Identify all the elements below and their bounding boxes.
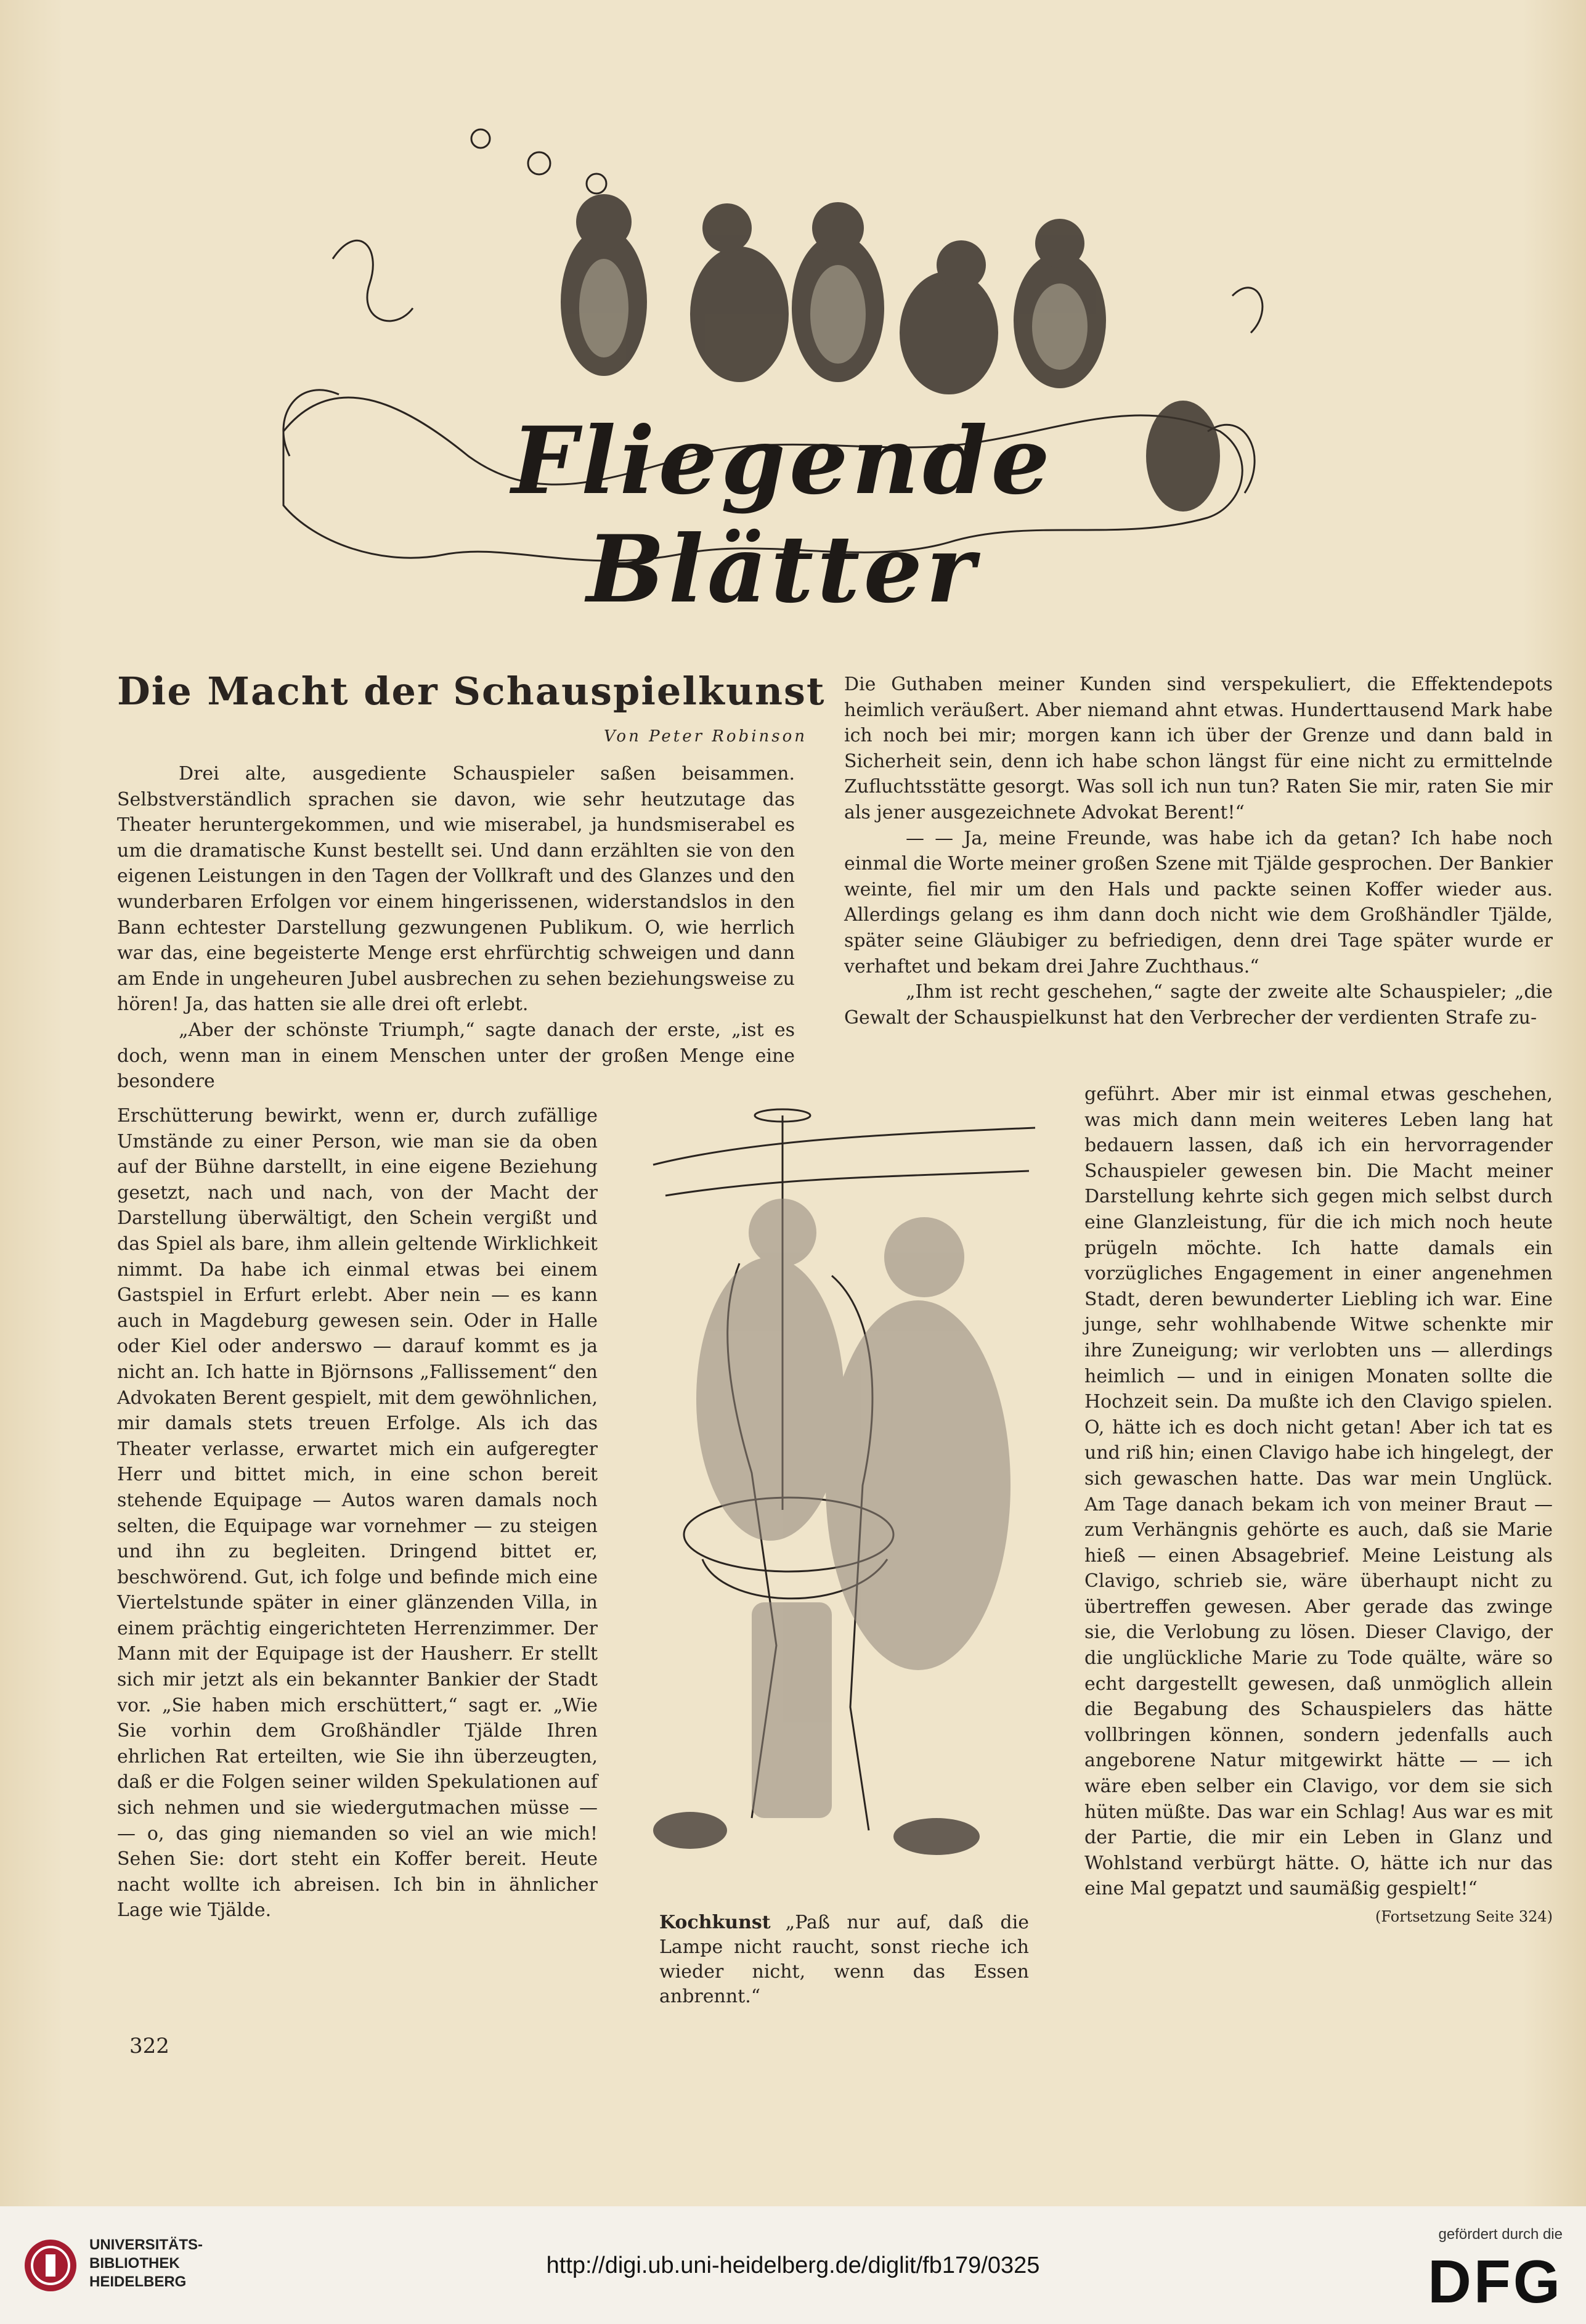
footer-bar (0, 2206, 1586, 2324)
dfg-logo: DFG (1428, 2248, 1563, 2315)
paragraph: „Aber der schönste Triumph,“ sagte danach der erste, „ist es doch, wenn man in einem Menschen unter der großen Menge eine besondere (117, 1019, 795, 1093)
article-byline: Von Peter Robinson (604, 727, 807, 746)
continuation-note: (Fortsetzung Seite 324) (1375, 1908, 1553, 1925)
paragraph: Die Guthaben meiner Kunden sind verspekuliert, die Effektendepots heimlich veräußert. Aber niemand ahnt etwas. Hunderttausend Mark habe ich noch bei mir; morgen kann ich über der Grenze und dann bald in Sicherheit sein, denn ich habe schon längst für eine nicht zu ermittelnde Zufluchtsstätte gesorgt. Was soll ich nun tun? Raten Sie mir, raten Sie mir als jener ausgezeichnete Advokat Berent!“ (844, 674, 1553, 823)
paragraph: „Ihm ist recht geschehen,“ sagte der zweite alte Schauspieler; „die Gewalt der Schauspielkunst hat den Verbrecher der verdienten Strafe zu- (844, 981, 1553, 1029)
caption-text: „Paß nur auf, daß die Lampe nicht raucht, sonst rieche ich wieder nicht, wenn das Essen anbrennt.“ (659, 1912, 1029, 2007)
paragraph: Drei alte, ausgediente Schauspieler saßen beisammen. Selbstverständlich sprachen sie davon, wie sehr heutzutage das Theater heruntergekommen, und wie miserabel, ja hundsmiserabel es um die dramatische Kunst bestellt sei. Und dann erzählten sie von den eigenen Leistungen in den Tagen der Vollkraft und des Glanzes und den wunderbaren Erfolgen vor einem hingerissenen, widerstandslos in den Bann echtester Darstellung gezwungenen Publikum. O, wie herrlich war das, eine begeisterte Menge erst ehrfürchtig schweigen und dann am Ende in ungeheuren Jubel ausbrechen zu sehen beziehungsweise zu hören! Ja, das hatten sie alle drei oft erlebt. (117, 763, 795, 1016)
masthead-title: Fliegende Blätter (511, 407, 1054, 624)
paragraph: — — Ja, meine Freunde, was habe ich da getan? Ich habe noch einmal die Worte meiner großen Szene mit Tjälde gesprochen. Der Bankier weinte, fiel mir um den Hals und packte seinen Koffer wieder aus. Allerdings gelang es ihm dann doch nicht wie dem Großhändler Tjälde, später seine Gläubiger zu befriedigen, denn drei Tage später wurde er verhaftet und bekam drei Jahre Zuchthaus.“ (844, 827, 1553, 977)
masthead (259, 111, 1282, 624)
right-column-lower (1084, 1082, 1553, 1930)
source-url-link[interactable]: http://digi.ub.uni-heidelberg.de/diglit/fb179/0325 (546, 2253, 1040, 2278)
paragraph: Erschütterung bewirkt, wenn er, durch zufällige Umstände zu einer Person, wie man sie da oben auf der Bühne darstellt, in eine eigene Beziehung gesetzt, nach und nach, von der Macht der Darstellung überwältigt, den Schein vergißt und das Spiel als bare, ihm allein geltende Wirklichkeit nimmt. Da habe ich einmal etwas bei einem Gastspiel in Erfurt erlebt. Aber nein — es kann auch in Magdeburg gewesen sein. Oder in Halle oder Kiel oder anderswo — darauf kommt es ja nicht an. Ich hatte in Björnsons „Fallissement“ den Advokaten Berent gespielt, mit dem gewöhnlichen, mir damals stets treuen Erfolge. Als ich das Theater verlasse, erwartet mich ein aufgeregter Herr und bittet mich, in eine schon bereit stehende Equipage — Autos waren damals noch selten, die Equipage war vornehmer — zu steigen und ihn zu begleiten. Dringend bittet er, beschwörend. Gut, ich folge und befinde mich eine Viertelstunde später in einer glänzenden Villa, in einem prächtig eingerichteten Herrenzimmer. Der Mann mit der Equipage ist der Hausherr. Er stellt sich mir jetzt als ein bekannter Bankier der Stadt vor. „Sie haben mich erschüttert,“ sagt er. „Wie Sie vorhin dem Großhändler Tjälde Ihren ehrlichen Rat erteilten, wie Sie ihn überzeugten, daß er die Folgen seiner wilden Spekulationen auf sich nehmen und sie wiedergutmachen müsse — — o, das ging niemanden so viel an wie mich! Sehen Sie: dort steht ein Koffer bereit. Heute nacht wollte ich abreisen. Ich bin in ähnlicher Lage wie Tjälde. (117, 1105, 598, 1922)
article-title: Die Macht der Schauspielkunst (117, 669, 826, 714)
paragraph: geführt. Aber mir ist einmal etwas geschehen, was mich dann mein weiteres Leben lang hat bedauern lassen, daß ich ein hervorragender Schauspieler gewesen bin. Die Macht meiner Darstellung kehrte sich gegen mich selbst durch eine Glanzleistung, für die ich mich noch heute prügeln möchte. Ich hatte damals ein vorzügliches Engagement in einer angenehmen Stadt, deren bewunderter Liebling ich war. Eine junge, sehr wohlhabende Witwe schenkte mir ihre Zuneigung; wir verlobten uns — allerdings heimlich — und in einigen Monaten sollte die Hochzeit sein. Da mußte ich den Clavigo spielen. O, hätte ich es doch nicht getan! Aber ich tat es und riß hin; einen Clavigo habe ich hingelegt, der sich gewaschen hatte. Das war mein Unglück. Am Tage danach bekam ich von meiner Braut — zum Verhängnis gehörte es auch, daß sie Marie hieß — einen Absagebrief. Meine Leistung als Clavigo, schrieb sie, wäre überhaupt nicht zu übertreffen gewesen. Aber gerade das zwinge sie, die Verlobung zu lösen. Dieser Clavigo, der die unglückliche Marie zu Tode quälte, wäre so echt dargestellt gewesen, daß unmöglich allein die Begabung des Schauspielers das hätte vollbringen können, sondern jedenfalls auch angeborene Natur mitgewirkt hätte — — ich wäre eben selber ein Clavigo, vor dem sie sich hüten müßte. Das war ein Schlag! Aus war es mit der Partie, die mir ein Leben in Glanz und Wohlstand verbürgt hätte. O, hätte ich nur das eine Mal gepatzt und saumäßig gespielt!“ (1084, 1083, 1553, 1900)
left-column-lower (117, 1103, 598, 1923)
left-column-top (117, 761, 795, 1095)
page-number: 322 (129, 2034, 169, 2058)
caption-heading: Kochkunst (659, 1912, 771, 1933)
illustration-caption (659, 1910, 1029, 2009)
institution-name: UNIVERSITÄTS- BIBLIOTHEK HEIDELBERG (89, 2236, 203, 2290)
right-column-top (844, 672, 1553, 1030)
sponsor-text: gefördert durch die (1438, 2226, 1563, 2243)
cartoon-illustration (628, 1091, 1060, 1880)
